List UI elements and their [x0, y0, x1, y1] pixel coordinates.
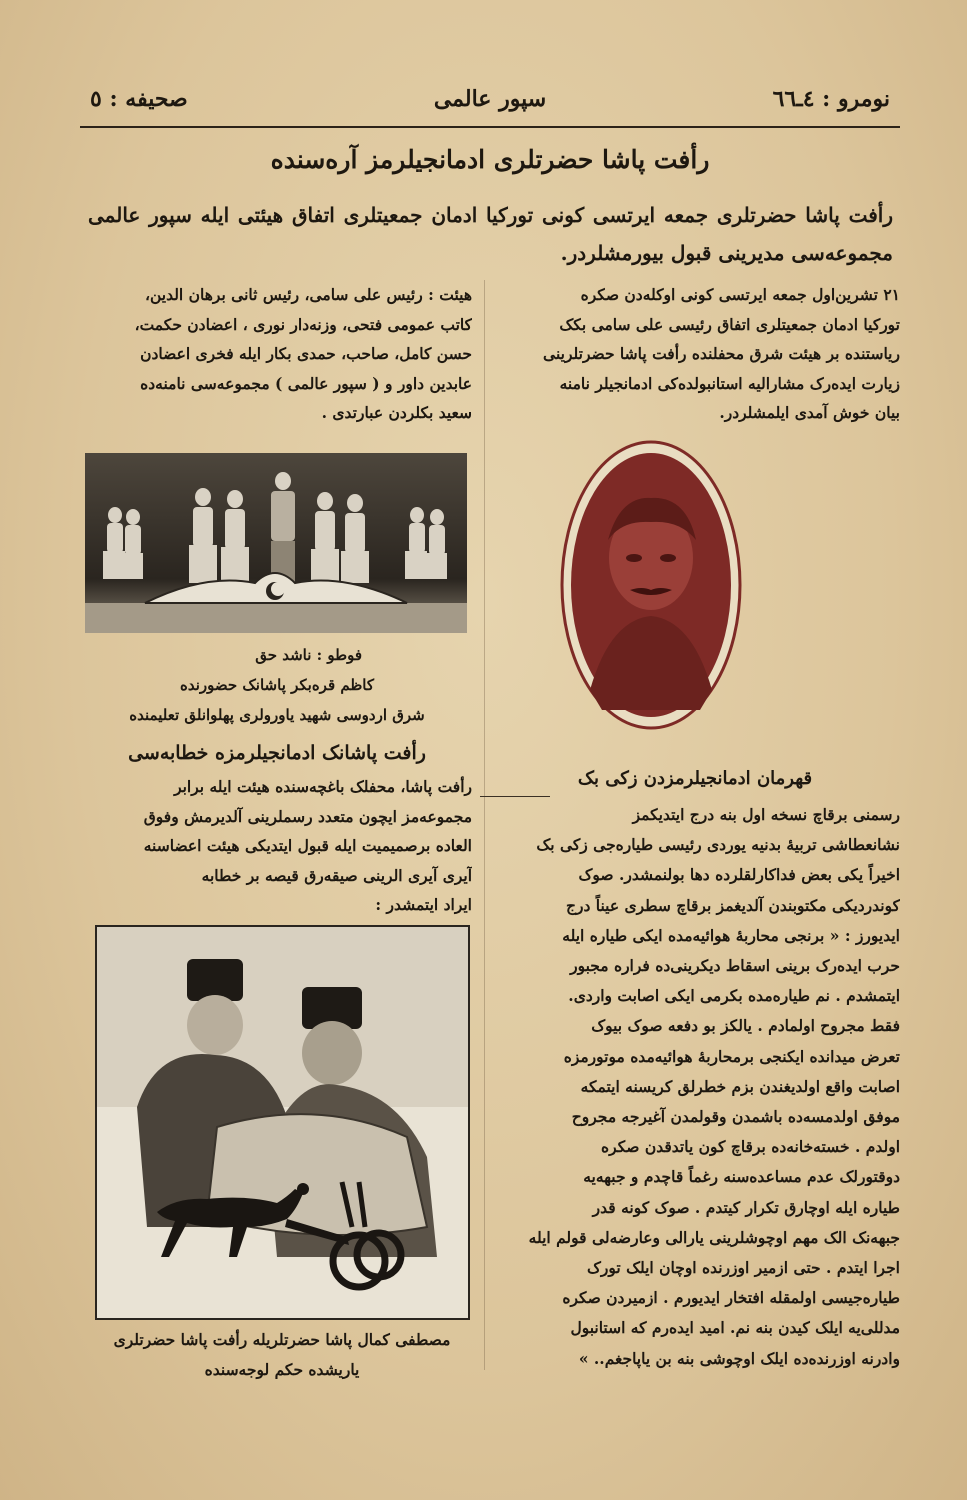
text-line: آیری آیری الرینی صیقه‌رق قیصه بر خطابه: [201, 865, 472, 885]
page-header: [90, 86, 890, 122]
article-title: رأفت پاشا حضرتلری ادمانجیلرمز آره‌سنده: [270, 145, 710, 174]
text-line: رأفت پاشا، محفلک باغچه‌سنده هیئت ایله برابر: [174, 777, 472, 796]
text-line: ایتمشدم . نم طیاره‌مده بکرمی ایکی اصابت واردی.: [568, 986, 900, 1006]
portrait-frame: [560, 440, 742, 730]
text-line: ریاستنده بر هیئت شرق محفلنده رأفت پاشا حضرتلرینی: [543, 344, 900, 363]
text-line: طیاره‌جیسی اولمقله افتخار ایدیورم . ازمیردن صکره: [562, 1288, 900, 1308]
caption-line: شرق اردوسی شهید یاورولری پهلوانلق تعلیمنده: [129, 706, 425, 724]
gymnasts-photo: [85, 453, 467, 633]
pasha-caption: [82, 1325, 482, 1385]
text-line: فقط مجروح اولمادم . یالکز بو دفعه صوک بیوک: [591, 1016, 900, 1036]
caption-line: یاریشده حکم لوجه‌سنده: [204, 1360, 360, 1379]
text-line: ایدیورز : « برنجی محاربهٔ هوائیه‌مده ایکی طیاره ایله: [562, 925, 900, 945]
text-line: رسمنی برقاچ نسخه اول بنه درج ایتدیکمز: [632, 805, 900, 824]
text-line: جبهه‌نک الک مهم اوچوشلرینی یارالی وعارضه‌لی قولم ایله: [528, 1227, 900, 1247]
text-line: ایراد ایتمشدر :: [375, 895, 472, 914]
text-line: کوندردیکی مکتوبندن آلدیغمز برقاچ سطری عیناً درج: [565, 895, 900, 915]
gymnasts-photo-image: [85, 453, 467, 633]
text-line: اصابت واقع اولدیغندن بزم خطرلق کریسنه ایتمکه: [580, 1076, 900, 1096]
caption-dash: [480, 796, 550, 797]
page-number: صحیفه : ٥: [90, 86, 188, 112]
text-line: تورکیا ادمان جمعیتلری اتفاق رئیسی علی سامی بکک: [559, 314, 900, 334]
article-lead: رأفت پاشا حضرتلری جمعه ایرتسی کونی تورکیا ادمان جمعیتلری اتفاق هیئتی ایله سپور عالمی مجموعه‌سی مدیرینی قبول بیورمشلردر.: [88, 203, 893, 265]
pasha-photo: [95, 925, 470, 1320]
text-line: مدللی‌یه ایلک کیدن بنه نم. امید ایده‌رم که استانبول: [570, 1318, 900, 1338]
gymnasts-caption: [82, 640, 472, 730]
text-line: دوقتورلک عدم مساعده‌سنه رغماً قاچدم و جبهه‌یه: [583, 1167, 900, 1187]
delegation-paragraph: [82, 280, 472, 428]
caption-line: مصطفی کمال پاشا حضرتلریله رأفت پاشا حضرتلری: [113, 1330, 451, 1349]
text-line: وادرنه اوزرنده‌ده ایلک اوچوشی بنه بن یاپاجغم.. »: [578, 1348, 900, 1368]
text-line: هیئت : رئیس علی سامی، رئیس ثانی برهان الدین،: [144, 285, 472, 304]
pasha-photo-image: [97, 927, 468, 1318]
portrait-image: [560, 440, 742, 730]
text-line: ٢١ تشرین‌اول جمعه ایرتسی کونی اوکله‌دن صکره: [580, 285, 900, 304]
text-line: سعید بکلردن عبارتدی .: [321, 403, 472, 422]
column-divider: [484, 280, 485, 1370]
issue-number: نومرو : ٤ـ٦٦: [772, 86, 890, 112]
text-line: بیان خوش آمدی ایلمشلردر.: [719, 403, 900, 422]
header-rule: [80, 126, 900, 128]
text-line: موفق اولدمسه‌ده باشمدن وقولمدن آغیرجه مجروح: [571, 1107, 900, 1127]
caption-line: کاظم قره‌بکر پاشانک حضورنده: [179, 676, 374, 694]
visit-paragraph: [500, 280, 900, 428]
text-line: حسن کامل، صاحب، حمدی بکار ایله فخری اعضادن: [140, 344, 472, 363]
text-line: تعرض میدانده ایکنجی برمحاربهٔ هوائیه‌مده موتورمزه: [563, 1046, 900, 1066]
text-line: کاتب عمومی فتحی، وزنه‌دار نوری ، اعضادن حکمت،: [134, 314, 472, 334]
text-line: اجرا ایتدم . حتی ازمیر اوزرنده اوچان ایلک تورک: [587, 1258, 900, 1278]
speech-heading: رأفت پاشانک ادمانجیلرمزه خطابه‌سی: [128, 742, 426, 764]
text-line: طیاره ایله اوچارق تکرار کیتدم . صوک کونه قدر: [592, 1197, 900, 1217]
speech-paragraph: [82, 772, 472, 920]
text-line: حرب ایده‌رک برینی اسقاط دیکرینی‌ده فراره مجبور: [570, 956, 900, 976]
text-line: اخیراً یکی بعض فداکارلقلرده دها بولنمشدر. صوک: [578, 865, 900, 885]
portrait-caption: قهرمان ادمانجیلرمزدن زکی بک: [577, 768, 813, 789]
magazine-title: سپور عالمی: [433, 86, 547, 112]
text-line: العاده برصمیمیت ایله قبول ایتدیکی هیئت اعضاسنه: [143, 836, 472, 855]
text-line: مجموعه‌مز ایچون متعدد رسملرینی آلدیرمش وفوق: [143, 806, 472, 826]
text-line: نشانعطاشی تربیهٔ بدنیه یوردی رئیسی طیاره‌جی زکی بک: [536, 835, 900, 855]
text-line: اولدم . خسته‌خانه‌ده برقاچ کون یاتدقدن صکره: [601, 1137, 900, 1157]
text-line: زیارت ایده‌رک مشارالیه استانبولده‌کی ادمانجیلر نامنه: [559, 373, 900, 393]
zeki-bey-article: [492, 800, 900, 1374]
photo-credit: فوطو : ناشد حق: [255, 646, 362, 664]
text-line: عابدین داور و ( سپور عالمی ) مجموعه‌سی نامنه‌ده: [140, 373, 472, 393]
